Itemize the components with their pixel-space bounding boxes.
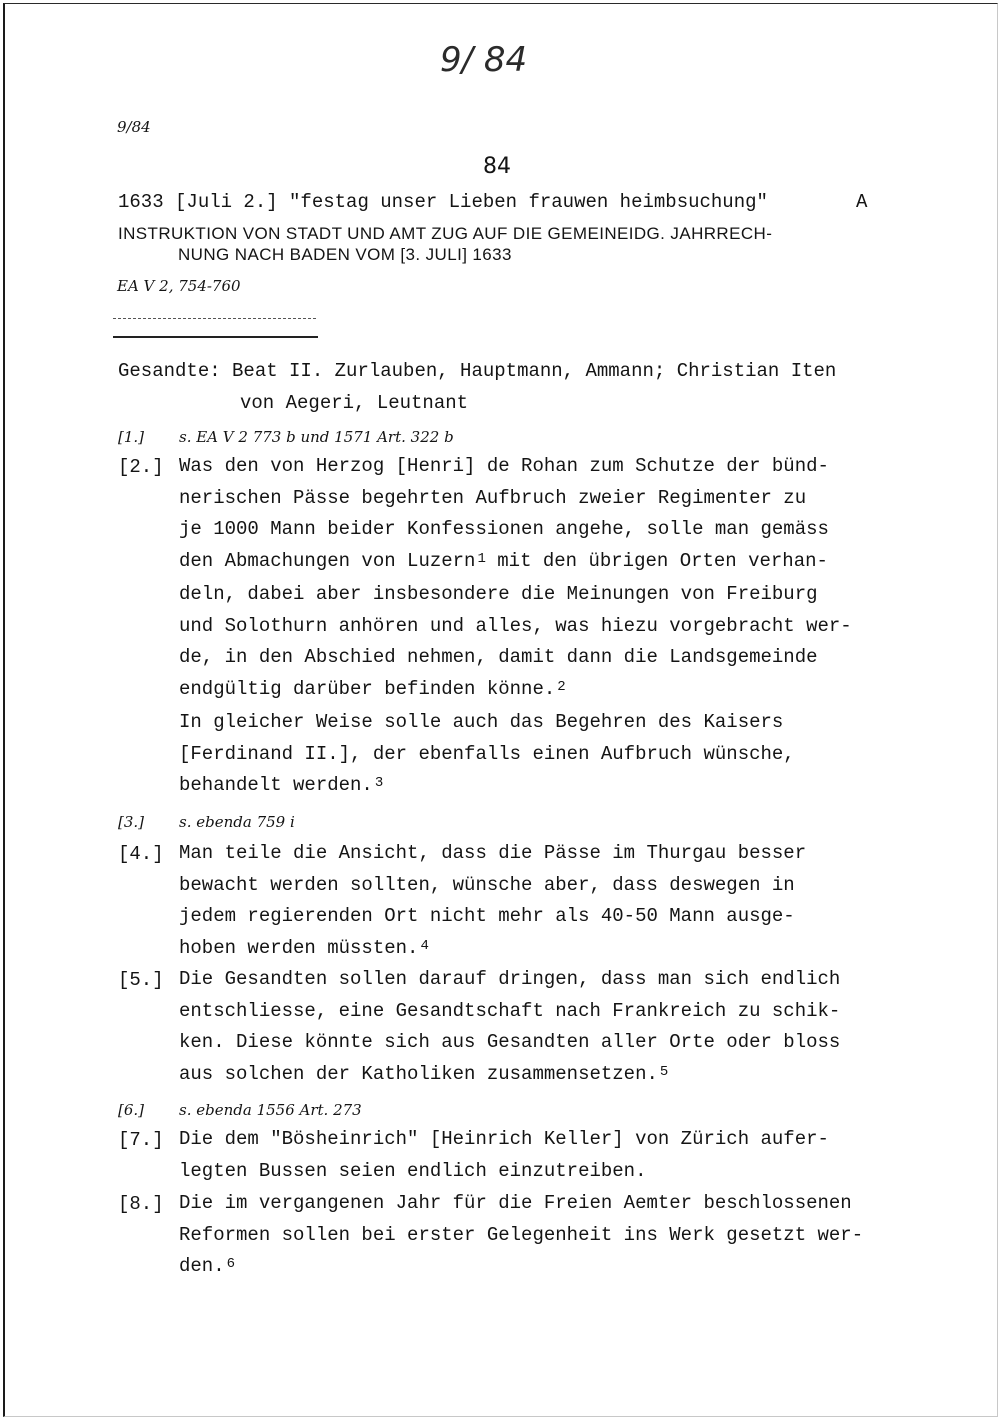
- article-4-line: [179, 933, 919, 967]
- article-8-text: [179, 1188, 919, 1285]
- article-6-number: [6.]: [118, 1101, 145, 1119]
- article-2-line: und Solothurn anhören und alles, was hiezu vorgebracht wer-: [179, 614, 852, 637]
- article-5-line: [179, 1059, 919, 1093]
- article-4-line: Man teile die Ansicht, dass die Pässe im Thurgau besser: [179, 842, 807, 864]
- article-5-text: [179, 964, 919, 1092]
- footnote-marker: 4: [420, 937, 429, 954]
- header-letter: A: [856, 191, 868, 213]
- footnote-marker: 3: [374, 775, 384, 791]
- article-7-number: [7.]: [118, 1129, 164, 1151]
- delegates-line-1: Gesandte: Beat II. Zurlauben, Hauptmann, Ammann; Christian Iten: [118, 360, 837, 382]
- article-2-line-part: behandelt werden.: [179, 774, 373, 796]
- article-2-line: [179, 770, 919, 804]
- article-2-text: [179, 451, 919, 804]
- article-8-line-part: den.: [179, 1255, 225, 1277]
- article-4-text: [179, 838, 919, 966]
- handwritten-stamp: 9/ 84: [440, 40, 528, 80]
- article-8-line: Die im vergangenen Jahr für die Freien Aemter beschlossenen: [179, 1192, 852, 1214]
- article-8-line: [179, 1251, 919, 1285]
- article-1-text: s. EA V 2 773 b und 1571 Art. 322 b: [179, 428, 454, 446]
- article-2-number: [2.]: [118, 456, 164, 478]
- article-4-line-part: hoben werden müssten.: [179, 936, 419, 959]
- article-8-line: Reformen sollen bei erster Gelegenheit ins Werk gesetzt wer-: [179, 1223, 864, 1246]
- article-7-line: legten Bussen seien endlich einzutreiben.: [179, 1159, 647, 1182]
- delegates-line-2: von Aegeri, Leutnant: [240, 392, 469, 414]
- footnote-marker: 5: [659, 1063, 669, 1080]
- footnote-marker: 6: [226, 1256, 236, 1272]
- footnote-marker: 2: [557, 678, 566, 695]
- header-title-line-2: NUNG NACH BADEN VOM [3. JULI] 1633: [178, 245, 512, 264]
- archive-reference: 9/84: [117, 118, 151, 136]
- separator-dotted: [113, 318, 316, 319]
- article-2-line: In gleicher Weise solle auch das Begehren des Kaisers: [179, 711, 784, 733]
- article-2-line: [Ferdinand II.], der ebenfalls einen Aufbruch wünsche,: [179, 742, 795, 765]
- header-title-line-1: INSTRUKTION VON STADT UND AMT ZUG AUF DIE GEMEINEIDG. JAHRRECH-: [118, 224, 773, 243]
- article-2-line-part: endgültig darüber befinden könne.: [179, 677, 556, 700]
- article-4-line: jedem regierenden Ort nicht mehr als 40-50 Mann ausge-: [179, 905, 795, 927]
- page-number: 84: [483, 154, 511, 179]
- article-2-line: deln, dabei aber insbesondere die Meinungen von Freiburg: [179, 583, 818, 605]
- article-2-line: Was den von Herzog [Henri] de Rohan zum Schutze der bünd-: [179, 455, 829, 477]
- article-5-line: Die Gesandten sollen darauf dringen, dass man sich endlich: [179, 968, 841, 990]
- article-6-text: s. ebenda 1556 Art. 273: [179, 1101, 362, 1119]
- article-2-line-part: den Abmachungen von Luzern: [179, 549, 476, 572]
- article-2-line: nerischen Pässe begehrten Aufbruch zweier Regimenter zu: [179, 486, 807, 509]
- article-2-line: [179, 546, 919, 580]
- article-2-line: [179, 674, 919, 708]
- article-7-line: Die dem "Bösheinrich" [Heinrich Keller] von Zürich aufer-: [179, 1128, 829, 1150]
- article-4-line: bewacht werden sollten, wünsche aber, dass deswegen in: [179, 873, 795, 896]
- article-1-number: [1.]: [118, 428, 145, 446]
- article-7-text: [179, 1124, 919, 1187]
- article-5-line: entschliesse, eine Gesandtschaft nach Frankreich zu schik-: [179, 999, 841, 1022]
- article-5-line: ken. Diese könnte sich aus Gesandten aller Orte oder bloss: [179, 1031, 841, 1053]
- article-4-number: [4.]: [118, 843, 164, 865]
- article-3-number: [3.]: [118, 813, 145, 831]
- header-date-line: 1633 [Juli 2.] "festag unser Lieben frauwen heimbsuchung": [118, 191, 768, 213]
- article-5-number: [5.]: [118, 969, 164, 991]
- article-2-line: je 1000 Mann beider Konfessionen angehe, solle man gemäss: [179, 518, 829, 540]
- source-reference: EA V 2, 754-760: [117, 277, 241, 295]
- article-5-line-part: aus solchen der Katholiken zusammensetzen.: [179, 1062, 658, 1085]
- article-2-line: de, in den Abschied nehmen, damit dann die Landsgemeinde: [179, 646, 818, 668]
- article-3-text: s. ebenda 759 i: [179, 813, 295, 831]
- article-2-line-part: mit den übrigen Orten verhan-: [485, 549, 828, 572]
- footnote-marker: 1: [477, 550, 486, 567]
- article-8-number: [8.]: [118, 1193, 164, 1215]
- separator-line: [113, 336, 318, 338]
